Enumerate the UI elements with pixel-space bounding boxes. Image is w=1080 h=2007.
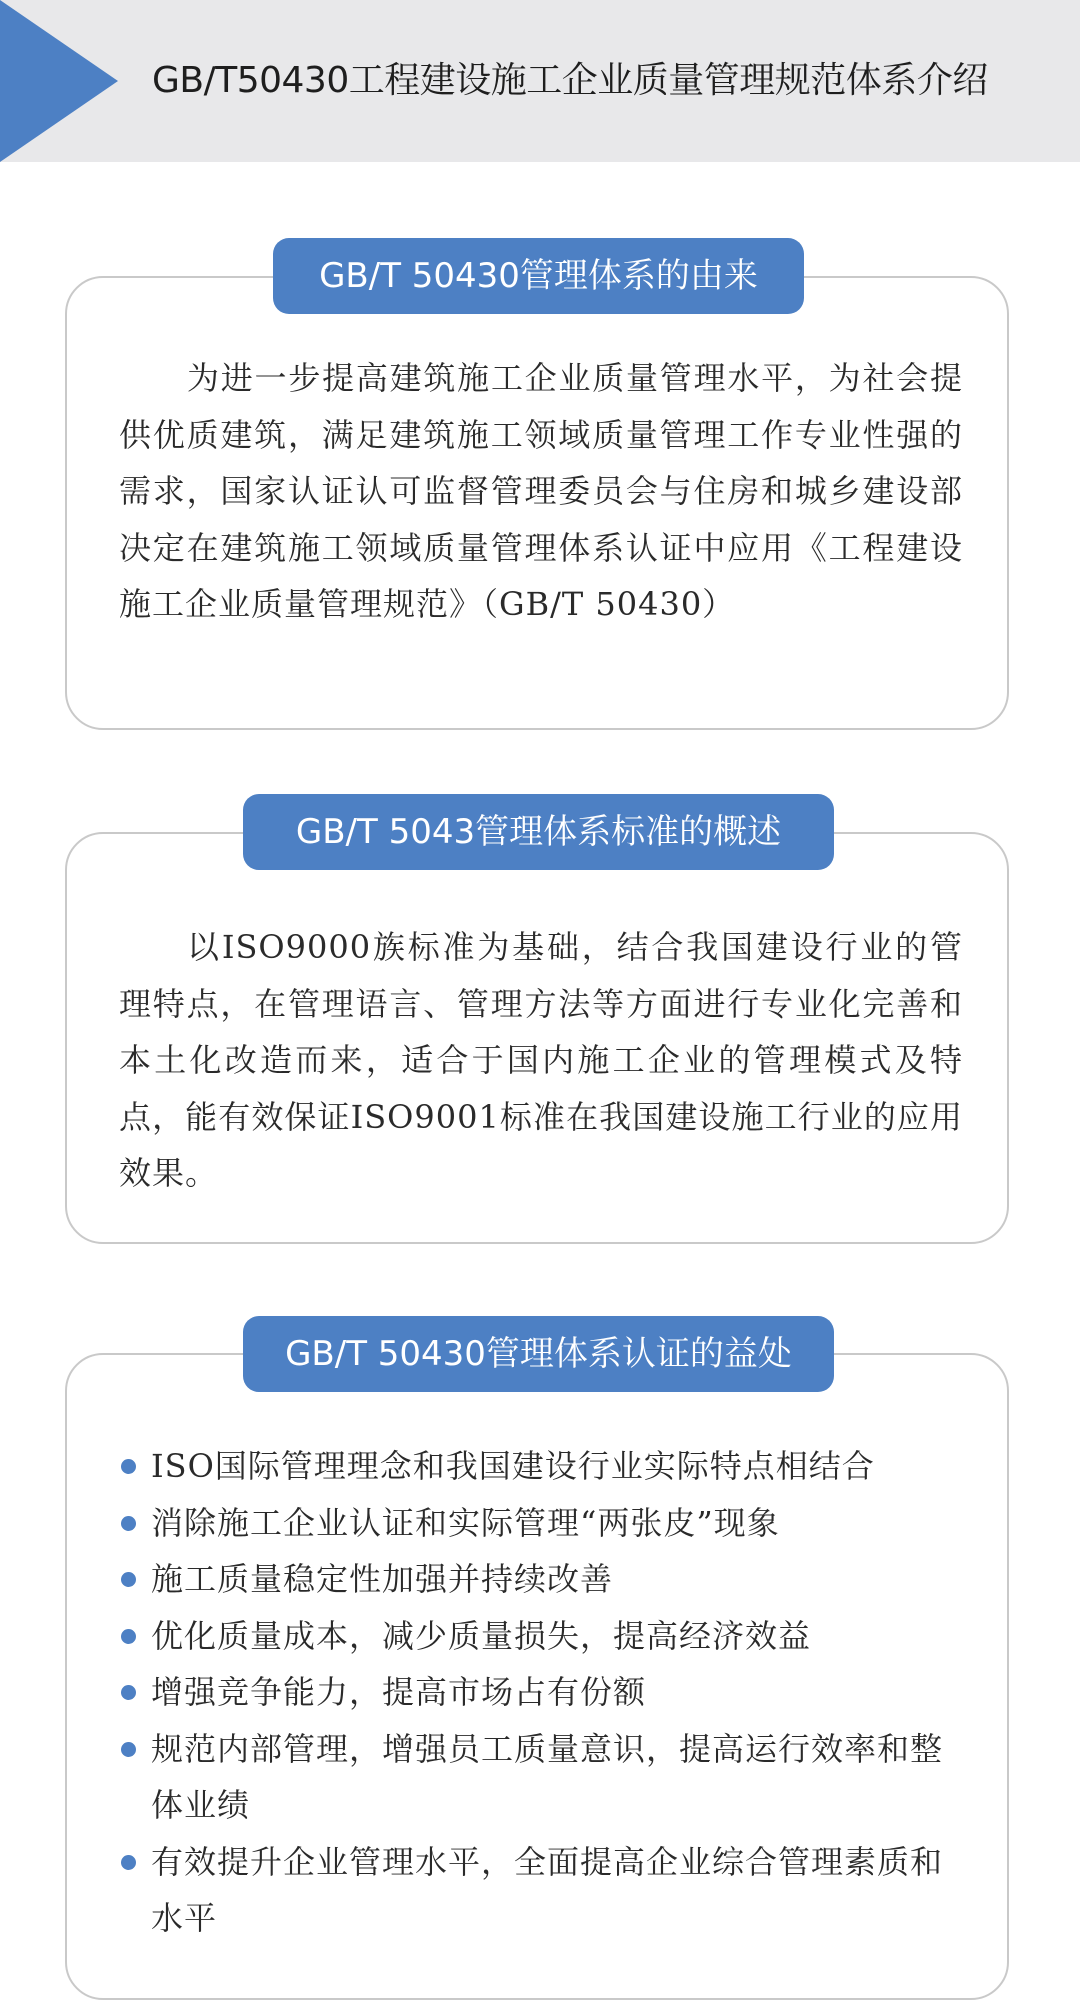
- section-origin-title: GB/T 50430管理体系的由来: [273, 238, 804, 314]
- section-overview-title: GB/T 5043管理体系标准的概述: [243, 794, 834, 870]
- bullet-dot-icon: [121, 1742, 136, 1757]
- benefit-item-text: 施工质量稳定性加强并持续改善: [151, 1560, 614, 1598]
- benefit-item: [119, 1551, 959, 1608]
- bullet-dot-icon: [121, 1459, 136, 1474]
- benefits-list: [119, 1438, 959, 1947]
- benefit-item: [119, 1438, 959, 1495]
- benefit-item: [119, 1664, 959, 1721]
- section-origin-text: 为进一步提高建筑施工企业质量管理水平，为社会提供优质建筑，满足建筑施工领域质量管理工作专业性强的需求，国家认证认可监督管理委员会与住房和城乡建设部决定在建筑施工领域质量管理体系认证中应用《工程建设施工企业质量管理规范》（GB/T 50430）: [119, 359, 963, 623]
- page-title: GB/T50430工程建设施工企业质量管理规范体系介绍: [152, 60, 988, 101]
- bullet-dot-icon: [121, 1685, 136, 1700]
- benefit-item: [119, 1721, 959, 1834]
- bullet-dot-icon: [121, 1855, 136, 1870]
- bullet-dot-icon: [121, 1572, 136, 1587]
- benefit-item-text: 规范内部管理，增强员工质量意识，提高运行效率和整体业绩: [151, 1729, 944, 1824]
- benefit-item-text: 增强竞争能力，提高市场占有份额: [151, 1673, 647, 1711]
- bullet-dot-icon: [121, 1516, 136, 1531]
- triangle-arrow-icon: [0, 0, 118, 162]
- bullet-dot-icon: [121, 1629, 136, 1644]
- benefit-item: [119, 1834, 959, 1947]
- benefit-item: [119, 1608, 959, 1665]
- benefit-item-text: 消除施工企业认证和实际管理“两张皮”现象: [151, 1503, 780, 1542]
- benefit-item-text: ISO国际管理理念和我国建设行业实际特点相结合: [151, 1447, 875, 1485]
- benefit-item-text: 有效提升企业管理水平，全面提高企业综合管理素质和水平: [151, 1842, 944, 1937]
- benefit-item: [119, 1495, 959, 1552]
- section-overview-text: 以ISO9000族标准为基础，结合我国建设行业的管理特点，在管理语言、管理方法等方面进行专业化完善和本土化改造而来，适合于国内施工企业的管理模式及特点，能有效保证ISO9001标准在我国建设施工行业的应用效果。: [119, 928, 963, 1192]
- page-header: [0, 0, 1080, 162]
- section-benefits-title: GB/T 50430管理体系认证的益处: [243, 1316, 834, 1392]
- benefit-item-text: 优化质量成本，减少质量损失，提高经济效益: [151, 1616, 812, 1655]
